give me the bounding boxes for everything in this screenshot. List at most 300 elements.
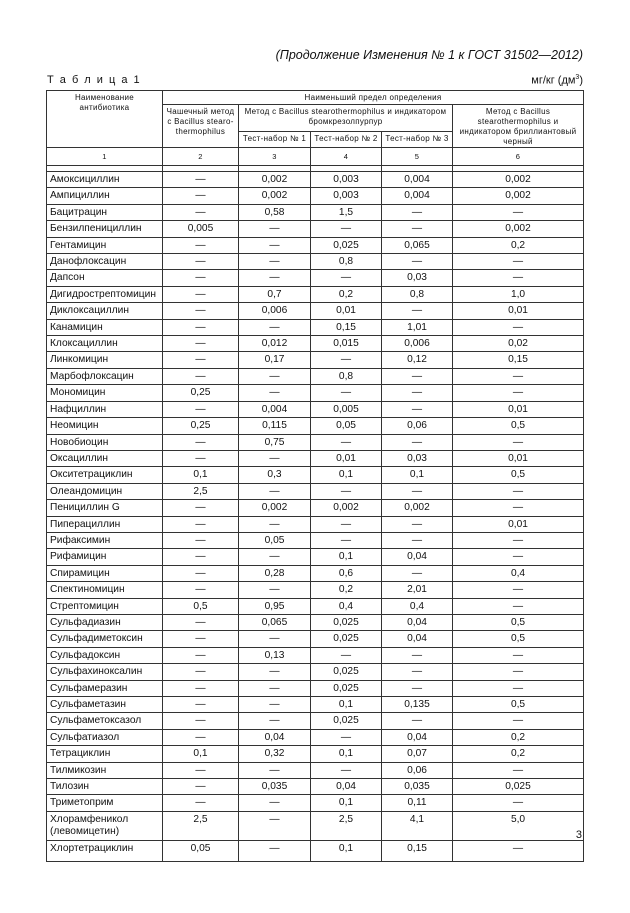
column-number: 3 (239, 148, 311, 166)
limit-value-col-4: 0,005 (311, 401, 382, 417)
limit-value-col-6: — (453, 319, 584, 335)
limit-value-col-6: 0,2 (453, 746, 584, 762)
limit-value-col-2: — (163, 549, 239, 565)
limit-value-col-2: 0,25 (163, 418, 239, 434)
table-row (47, 286, 584, 302)
limit-value-col-4: 0,1 (311, 840, 382, 861)
table-body (47, 172, 584, 862)
limit-value-col-5: 0,002 (382, 500, 453, 516)
limit-value-col-3: 0,28 (239, 565, 311, 581)
limit-value-col-2: — (163, 254, 239, 270)
limit-value-col-6: 0,025 (453, 779, 584, 795)
limit-value-col-3: 0,05 (239, 532, 311, 548)
limit-value-col-4: — (311, 385, 382, 401)
limit-value-col-5: 0,065 (382, 237, 453, 253)
table-row (47, 795, 584, 811)
limit-value-col-2: 0,1 (163, 467, 239, 483)
limit-value-col-2: 2,5 (163, 483, 239, 499)
limit-value-col-4: 2,5 (311, 811, 382, 840)
table-row (47, 368, 584, 384)
antibiotic-name: Сульфадиметоксин (47, 631, 163, 647)
limit-value-col-3: — (239, 254, 311, 270)
limit-value-col-3: 0,012 (239, 336, 311, 352)
limit-value-col-4: 0,025 (311, 614, 382, 630)
limit-value-col-4: 0,05 (311, 418, 382, 434)
limit-value-col-6: 0,2 (453, 729, 584, 745)
antibiotic-name: Бензилпенициллин (47, 221, 163, 237)
limit-value-col-3: — (239, 631, 311, 647)
limit-value-col-2: — (163, 237, 239, 253)
antibiotic-name: Диклоксациллин (47, 303, 163, 319)
table-caption: Т а б л и ц а 1 (47, 74, 142, 86)
table-row (47, 500, 584, 516)
limit-value-col-5: — (382, 385, 453, 401)
antibiotic-name: Рифаксимин (47, 532, 163, 548)
limit-value-col-3: 0,95 (239, 598, 311, 614)
limit-value-col-6: — (453, 434, 584, 450)
limit-value-col-3: — (239, 811, 311, 840)
table-row (47, 762, 584, 778)
antibiotic-name: Пиперациллин (47, 516, 163, 532)
column-number: 5 (382, 148, 453, 166)
header-test-kit-3: Тест-набор № 3 (382, 132, 453, 148)
limit-value-col-2: — (163, 450, 239, 466)
table-row (47, 840, 584, 861)
limit-value-col-2: — (163, 614, 239, 630)
antibiotic-name: Марбофлоксацин (47, 368, 163, 384)
table-row (47, 352, 584, 368)
limit-value-col-6: 0,4 (453, 565, 584, 581)
antibiotic-name: Гентамицин (47, 237, 163, 253)
limit-value-col-6: 0,01 (453, 516, 584, 532)
limit-value-col-3: 0,7 (239, 286, 311, 302)
antibiotic-name: Тетрациклин (47, 746, 163, 762)
header-plate-method: Чашечный метод с Bacillus stearo-thermophilus (163, 105, 239, 148)
table-row (47, 713, 584, 729)
limit-value-col-5: — (382, 434, 453, 450)
table-row (47, 254, 584, 270)
limit-value-col-5: 2,01 (382, 582, 453, 598)
antibiotic-name: Пенициллин G (47, 500, 163, 516)
limit-value-col-4: 0,2 (311, 582, 382, 598)
limit-value-col-2: — (163, 582, 239, 598)
column-number: 2 (163, 148, 239, 166)
limit-value-col-2: — (163, 565, 239, 581)
limit-value-col-4: 0,2 (311, 286, 382, 302)
limit-value-col-6: — (453, 500, 584, 516)
limit-value-col-6: — (453, 254, 584, 270)
limit-value-col-6: — (453, 483, 584, 499)
limit-value-col-3: — (239, 840, 311, 861)
limit-value-col-6: — (453, 598, 584, 614)
limit-value-col-5: 0,03 (382, 270, 453, 286)
antibiotic-name: Сульфадоксин (47, 647, 163, 663)
limit-value-col-5: 0,004 (382, 188, 453, 204)
limit-value-col-6: 0,01 (453, 401, 584, 417)
limit-value-col-4: 0,4 (311, 598, 382, 614)
limit-value-col-4: — (311, 532, 382, 548)
antibiotic-name: Линкомицин (47, 352, 163, 368)
column-number: 1 (47, 148, 163, 166)
table-row (47, 319, 584, 335)
antibiotic-name: Спирамицин (47, 565, 163, 581)
table-row (47, 221, 584, 237)
units-suffix: ) (579, 74, 583, 87)
limit-value-col-3: — (239, 697, 311, 713)
antibiotic-name: Олеандомицин (47, 483, 163, 499)
column-number: 6 (453, 148, 584, 166)
limit-value-col-2: — (163, 729, 239, 745)
antibiotic-name: Стрептомицин (47, 598, 163, 614)
limit-value-col-3: — (239, 762, 311, 778)
table-row (47, 598, 584, 614)
limit-value-col-3: 0,58 (239, 204, 311, 220)
limit-value-col-2: — (163, 270, 239, 286)
limit-value-col-3: — (239, 319, 311, 335)
limit-value-col-5: — (382, 532, 453, 548)
table-row (47, 237, 584, 253)
limit-value-col-6: — (453, 647, 584, 663)
limit-value-col-3: 0,006 (239, 303, 311, 319)
limit-value-col-2: — (163, 779, 239, 795)
antibiotic-name: Дапсон (47, 270, 163, 286)
limit-value-col-3: — (239, 270, 311, 286)
table-row (47, 647, 584, 663)
table-row (47, 434, 584, 450)
antibiotic-name: Сульфаметоксазол (47, 713, 163, 729)
limit-value-col-3: 0,32 (239, 746, 311, 762)
limit-value-col-6: — (453, 664, 584, 680)
limit-value-col-4: 0,015 (311, 336, 382, 352)
antibiotic-name: Хлорамфеникол (левомицетин) (47, 811, 163, 840)
limit-value-col-6: 0,2 (453, 237, 584, 253)
table-row (47, 664, 584, 680)
limit-value-col-3: 0,04 (239, 729, 311, 745)
table-row (47, 680, 584, 696)
limit-value-col-4: — (311, 434, 382, 450)
page-number: 3 (575, 829, 582, 841)
limit-value-col-5: 0,06 (382, 762, 453, 778)
limit-value-col-6: — (453, 532, 584, 548)
antibiotic-name: Сульфамеразин (47, 680, 163, 696)
limit-value-col-4: — (311, 729, 382, 745)
limit-value-col-2: — (163, 401, 239, 417)
continuation-note: (Продолжение Изменения № 1 к ГОСТ 31502—2012) (275, 48, 583, 62)
limit-value-col-2: 0,05 (163, 840, 239, 861)
table-row (47, 385, 584, 401)
limit-value-col-5: — (382, 401, 453, 417)
limit-value-col-5: 0,12 (382, 352, 453, 368)
limit-value-col-3: — (239, 516, 311, 532)
limit-value-col-5: 0,07 (382, 746, 453, 762)
table-row (47, 303, 584, 319)
limit-value-col-4: 0,8 (311, 368, 382, 384)
table-row (47, 811, 584, 840)
limit-value-col-6: — (453, 549, 584, 565)
limit-value-col-3: — (239, 664, 311, 680)
limit-value-col-3: — (239, 368, 311, 384)
antibiotic-name: Бацитрацин (47, 204, 163, 220)
limit-value-col-3: — (239, 713, 311, 729)
limit-value-col-3: — (239, 385, 311, 401)
limit-value-col-4: — (311, 270, 382, 286)
antibiotic-name: Триметоприм (47, 795, 163, 811)
table-row (47, 697, 584, 713)
limit-value-col-2: — (163, 172, 239, 188)
limit-value-col-3: 0,035 (239, 779, 311, 795)
table-row (47, 418, 584, 434)
limit-value-col-5: 0,04 (382, 631, 453, 647)
limit-value-col-6: 0,5 (453, 467, 584, 483)
table-row (47, 336, 584, 352)
limit-value-col-4: 0,01 (311, 450, 382, 466)
limit-value-col-6: 0,5 (453, 631, 584, 647)
table-row (47, 467, 584, 483)
limit-value-col-2: 2,5 (163, 811, 239, 840)
limit-value-col-2: — (163, 352, 239, 368)
table-row (47, 779, 584, 795)
limit-value-col-2: — (163, 713, 239, 729)
limit-value-col-2: — (163, 303, 239, 319)
table-row (47, 401, 584, 417)
limit-value-col-5: — (382, 565, 453, 581)
limit-value-col-2: — (163, 188, 239, 204)
limit-value-col-5: — (382, 680, 453, 696)
limit-value-col-2: — (163, 319, 239, 335)
limit-value-col-6: 0,002 (453, 188, 584, 204)
limit-value-col-4: — (311, 352, 382, 368)
limit-value-col-2: — (163, 795, 239, 811)
limit-value-col-2: — (163, 500, 239, 516)
limit-value-col-3: — (239, 680, 311, 696)
limit-value-col-5: — (382, 664, 453, 680)
limit-value-col-5: 0,004 (382, 172, 453, 188)
table-row (47, 729, 584, 745)
limit-value-col-3: — (239, 237, 311, 253)
limit-value-col-4: 0,1 (311, 467, 382, 483)
limit-value-col-6: — (453, 385, 584, 401)
limit-value-col-3: 0,002 (239, 172, 311, 188)
antibiotic-name: Амоксициллин (47, 172, 163, 188)
table-row (47, 270, 584, 286)
limit-value-col-2: — (163, 697, 239, 713)
limit-value-col-3: — (239, 221, 311, 237)
limit-value-col-2: — (163, 336, 239, 352)
limit-value-col-4: 0,025 (311, 237, 382, 253)
limit-value-col-5: — (382, 647, 453, 663)
limit-value-col-6: 1,0 (453, 286, 584, 302)
limit-value-col-3: 0,75 (239, 434, 311, 450)
antibiotic-name: Сульфадиазин (47, 614, 163, 630)
limit-value-col-5: 0,035 (382, 779, 453, 795)
antibiotic-name: Сульфахиноксалин (47, 664, 163, 680)
antibiotic-name: Хлортетрациклин (47, 840, 163, 861)
limit-value-col-6: — (453, 713, 584, 729)
limit-value-col-5: — (382, 204, 453, 220)
limit-value-col-6: 0,5 (453, 418, 584, 434)
table-row (47, 631, 584, 647)
units-superscript: 3 (575, 74, 580, 81)
antibiotic-name: Мономицин (47, 385, 163, 401)
table-row (47, 204, 584, 220)
limit-value-col-6: 0,02 (453, 336, 584, 352)
limit-value-col-5: 0,11 (382, 795, 453, 811)
limit-value-col-2: — (163, 647, 239, 663)
limit-value-col-6: — (453, 840, 584, 861)
limit-value-col-2: — (163, 434, 239, 450)
limit-value-col-4: — (311, 516, 382, 532)
antibiotic-name: Дигидрострептомицин (47, 286, 163, 302)
limit-value-col-4: 0,04 (311, 779, 382, 795)
limit-value-col-5: 0,04 (382, 549, 453, 565)
limit-value-col-3: 0,004 (239, 401, 311, 417)
limit-value-col-5: 0,006 (382, 336, 453, 352)
limit-value-col-6: 0,01 (453, 303, 584, 319)
limit-value-col-4: — (311, 483, 382, 499)
limit-value-col-6: 0,002 (453, 172, 584, 188)
header-detection-limit: Наименьший предел определения (163, 91, 584, 105)
limit-value-col-4: 0,15 (311, 319, 382, 335)
column-number: 4 (311, 148, 382, 166)
units-prefix: мг/кг (дм (531, 74, 576, 87)
antibiotic-name: Ампициллин (47, 188, 163, 204)
header-test-kit-1: Тест-набор № 1 (239, 132, 311, 148)
table-row (47, 746, 584, 762)
limit-value-col-6: 0,01 (453, 450, 584, 466)
antibiotic-name: Канамицин (47, 319, 163, 335)
limit-value-col-5: 1,01 (382, 319, 453, 335)
limit-value-col-2: — (163, 532, 239, 548)
table-row (47, 565, 584, 581)
limit-value-col-5: 0,06 (382, 418, 453, 434)
limit-value-col-2: — (163, 368, 239, 384)
limit-value-col-6: — (453, 795, 584, 811)
antibiotics-table (46, 90, 584, 862)
table-row (47, 532, 584, 548)
antibiotic-name: Оксациллин (47, 450, 163, 466)
limit-value-col-2: — (163, 516, 239, 532)
limit-value-col-6: — (453, 582, 584, 598)
table-row (47, 483, 584, 499)
limit-value-col-5: — (382, 254, 453, 270)
limit-value-col-5: — (382, 713, 453, 729)
limit-value-col-3: — (239, 483, 311, 499)
limit-value-col-2: — (163, 204, 239, 220)
limit-value-col-2: — (163, 286, 239, 302)
limit-value-col-4: 0,1 (311, 549, 382, 565)
limit-value-col-5: — (382, 368, 453, 384)
limit-value-col-5: — (382, 303, 453, 319)
limit-value-col-5: 0,04 (382, 614, 453, 630)
limit-value-col-5: — (382, 221, 453, 237)
limit-value-col-5: — (382, 483, 453, 499)
limit-value-col-2: 0,25 (163, 385, 239, 401)
limit-value-col-3: 0,065 (239, 614, 311, 630)
limit-value-col-3: 0,17 (239, 352, 311, 368)
limit-value-col-2: — (163, 680, 239, 696)
limit-value-col-6: 0,5 (453, 614, 584, 630)
table-row (47, 172, 584, 188)
table-row (47, 450, 584, 466)
limit-value-col-4: 0,6 (311, 565, 382, 581)
limit-value-col-5: 0,1 (382, 467, 453, 483)
limit-value-col-6: 5,0 (453, 811, 584, 840)
limit-value-col-3: 0,002 (239, 500, 311, 516)
limit-value-col-5: 0,8 (382, 286, 453, 302)
limit-value-col-4: 0,025 (311, 713, 382, 729)
limit-value-col-4: 0,003 (311, 188, 382, 204)
limit-value-col-6: — (453, 762, 584, 778)
table-row (47, 582, 584, 598)
limit-value-col-4: 0,025 (311, 680, 382, 696)
header-test-kit-2: Тест-набор № 2 (311, 132, 382, 148)
limit-value-col-3: — (239, 582, 311, 598)
header-bcp-method: Метод с Bacillus stearothermophilus и индикатором бромкрезолпурпур (239, 105, 453, 132)
limit-value-col-6: 0,15 (453, 352, 584, 368)
limit-value-col-6: 0,5 (453, 697, 584, 713)
limit-value-col-4: — (311, 221, 382, 237)
limit-value-col-2: 0,5 (163, 598, 239, 614)
antibiotic-name: Новобиоцин (47, 434, 163, 450)
limit-value-col-6: — (453, 368, 584, 384)
antibiotic-name: Данофлоксацин (47, 254, 163, 270)
limit-value-col-5: 0,15 (382, 840, 453, 861)
header-antibiotic-name: Наименование антибиотика (47, 91, 163, 148)
limit-value-col-6: — (453, 204, 584, 220)
table-row (47, 188, 584, 204)
units-label (531, 74, 583, 87)
limit-value-col-4: 0,1 (311, 697, 382, 713)
limit-value-col-4: 0,025 (311, 664, 382, 680)
antibiotic-name: Нафциллин (47, 401, 163, 417)
antibiotic-name: Клоксациллин (47, 336, 163, 352)
limit-value-col-4: 0,1 (311, 746, 382, 762)
limit-value-col-3: — (239, 549, 311, 565)
limit-value-col-2: — (163, 664, 239, 680)
limit-value-col-5: 0,135 (382, 697, 453, 713)
limit-value-col-4: 0,01 (311, 303, 382, 319)
antibiotic-name: Тилмикозин (47, 762, 163, 778)
limit-value-col-6: — (453, 270, 584, 286)
antibiotic-name: Спектиномицин (47, 582, 163, 598)
limit-value-col-3: — (239, 795, 311, 811)
limit-value-col-3: 0,002 (239, 188, 311, 204)
limit-value-col-2: 0,1 (163, 746, 239, 762)
limit-value-col-3: 0,115 (239, 418, 311, 434)
antibiotic-name: Сульфаметазин (47, 697, 163, 713)
limit-value-col-4: 0,003 (311, 172, 382, 188)
header-brilliant-black-method: Метод с Bacillus stearothermophilus и индикатором бриллиантовый черный (453, 105, 584, 148)
limit-value-col-5: 0,04 (382, 729, 453, 745)
limit-value-col-3: — (239, 450, 311, 466)
limit-value-col-5: — (382, 516, 453, 532)
table-row (47, 516, 584, 532)
antibiotic-name: Неомицин (47, 418, 163, 434)
limit-value-col-2: — (163, 762, 239, 778)
limit-value-col-6: — (453, 680, 584, 696)
limit-value-col-2: — (163, 631, 239, 647)
table-row (47, 549, 584, 565)
limit-value-col-4: 0,8 (311, 254, 382, 270)
limit-value-col-3: 0,13 (239, 647, 311, 663)
antibiotic-name: Сульфатиазол (47, 729, 163, 745)
limit-value-col-4: 0,002 (311, 500, 382, 516)
antibiotic-name: Окситетрациклин (47, 467, 163, 483)
antibiotic-name: Рифамицин (47, 549, 163, 565)
limit-value-col-4: — (311, 647, 382, 663)
limit-value-col-5: 4,1 (382, 811, 453, 840)
limit-value-col-3: 0,3 (239, 467, 311, 483)
